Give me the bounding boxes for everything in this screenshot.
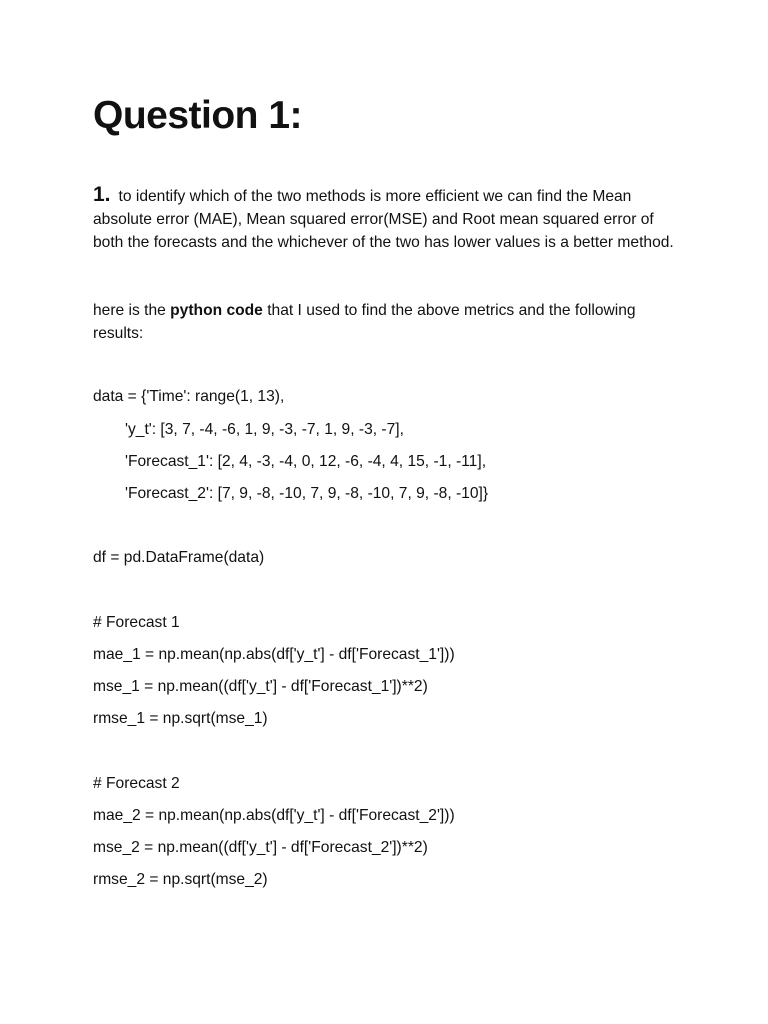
code-line-mse1: mse_1 = np.mean((df['y_t'] - df['Forecast_1'])**2)	[93, 678, 428, 695]
code-line-dataframe: df = pd.DataFrame(data)	[93, 549, 265, 566]
code-intro-prefix: here is the	[93, 302, 171, 319]
code-intro-bold: python code	[170, 302, 263, 319]
code-line-mae1: mae_1 = np.mean(np.abs(df['y_t'] - df['Forecast_1']))	[93, 646, 455, 663]
question-heading: Question 1:	[93, 94, 303, 137]
code-line-forecast2: 'Forecast_2': [7, 9, -8, -10, 7, 9, -8, -10, 7, 9, -8, -10]}	[125, 485, 489, 502]
code-line-rmse2: rmse_2 = np.sqrt(mse_2)	[93, 871, 268, 888]
code-line-data: data = {'Time': range(1, 13),	[93, 388, 285, 405]
code-comment-forecast2: # Forecast 2	[93, 775, 180, 792]
intro-text: to identify which of the two methods is more efficient we can find the Mean absolute error (MAE), Mean squared error(MSE) and Root mean squared error of both the forecasts and the whichever of the two has lower values is a better method.	[93, 188, 674, 251]
intro-paragraph	[93, 183, 683, 254]
code-line-forecast1: 'Forecast_1': [2, 4, -3, -4, 0, 12, -6, -4, 4, 15, -1, -11],	[125, 453, 487, 470]
code-line-mse2: mse_2 = np.mean((df['y_t'] - df['Forecast_2'])**2)	[93, 839, 428, 856]
item-number: 1.	[93, 183, 111, 206]
code-line-yt: 'y_t': [3, 7, -4, -6, 1, 9, -3, -7, 1, 9, -3, -7],	[125, 421, 404, 438]
code-intro-suffix: that I used to find the above metrics and the following results:	[93, 302, 636, 342]
code-intro-paragraph	[93, 299, 683, 345]
code-line-mae2: mae_2 = np.mean(np.abs(df['y_t'] - df['Forecast_2']))	[93, 807, 455, 824]
code-comment-forecast1: # Forecast 1	[93, 614, 180, 631]
code-line-rmse1: rmse_1 = np.sqrt(mse_1)	[93, 710, 268, 727]
